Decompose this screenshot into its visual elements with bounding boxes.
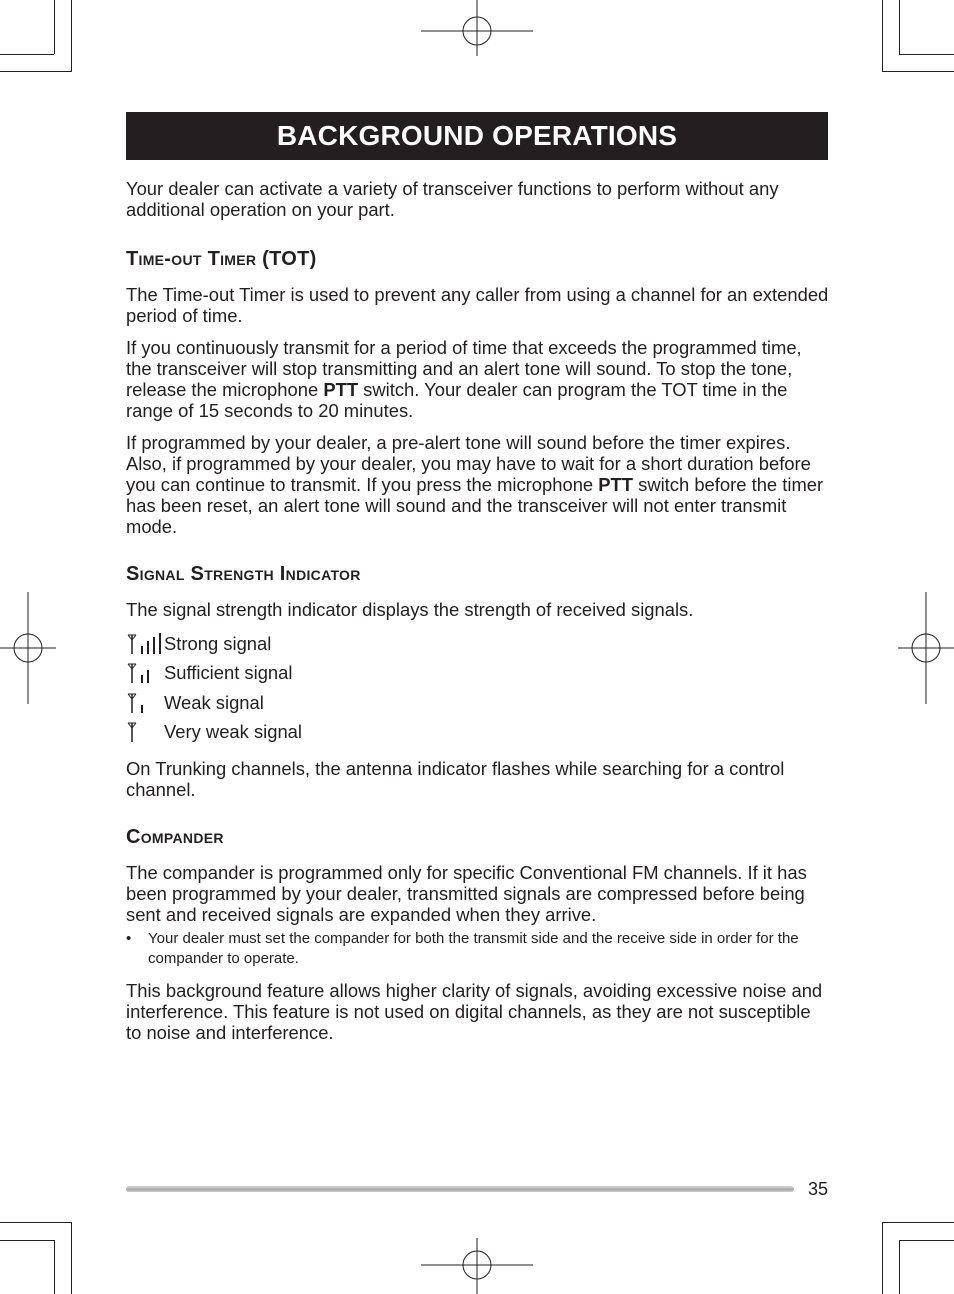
tot-paragraph: If programmed by your dealer, a pre-alert tone will sound before the timer expires. Also, if programmed by your dealer, you may have to wait for a short duration before you can continue to transmit. If you press the microphone PTT switch before the timer has been reset, an alert tone will sound and the transceiver will not enter transmit mode. (126, 432, 824, 537)
signal-level-label: Strong signal (164, 632, 272, 654)
compander-note (126, 929, 830, 969)
crop-mark (882, 1222, 954, 1223)
page-content (126, 178, 830, 1043)
intro-paragraph: Your dealer can activate a variety of transceiver functions to perform without any additional operation on your part. (126, 178, 779, 220)
crop-mark (71, 0, 72, 72)
note-text: Your dealer must set the compander for both the transmit side and the receive side in order for the compander to operate. (148, 930, 799, 967)
crop-mark (0, 71, 72, 72)
signal-level-label: Sufficient signal (164, 662, 293, 684)
crop-mark (0, 1240, 54, 1241)
compander-paragraph: The compander is programmed only for specific Conventional FM channels. If it has been programmed by your dealer, transmitted signals are compressed before being sent and received signals are expanded when they arrive. (126, 862, 807, 925)
tot-paragraph: The Time-out Timer is used to prevent any caller from using a channel for an extended period of time. (126, 284, 829, 326)
registration-mark-icon (421, 0, 533, 60)
registration-mark-icon (0, 592, 56, 704)
signal-weak-icon (126, 691, 164, 715)
registration-mark-icon (898, 592, 954, 704)
registration-mark-icon (421, 1238, 533, 1294)
signal-level-item (126, 688, 830, 718)
signal-strong-icon (126, 632, 164, 656)
signal-level-label: Weak signal (164, 691, 264, 713)
crop-mark (899, 1240, 900, 1294)
crop-mark (899, 0, 900, 54)
signal-level-label: Very weak signal (164, 721, 303, 743)
signal-level-item (126, 629, 830, 659)
crop-mark (0, 54, 54, 55)
page-number: 35 (807, 1179, 828, 1199)
signal-level-list (126, 629, 830, 747)
crop-mark (882, 0, 883, 72)
section-heading-tot: Time-out Timer (TOT) (126, 248, 317, 270)
signal-paragraph: The signal strength indicator displays the strength of received signals. (126, 599, 694, 620)
page-title: BACKGROUND OPERATIONS (126, 112, 828, 160)
crop-mark (54, 0, 55, 54)
signal-sufficient-icon (126, 661, 164, 685)
bullet-icon: • (126, 930, 132, 947)
footer-rule (126, 1186, 794, 1192)
section-heading-compander: Compander (126, 826, 224, 848)
crop-mark (71, 1222, 72, 1294)
signal-level-item (126, 659, 830, 689)
signal-paragraph: On Trunking channels, the antenna indicator flashes while searching for a control channel. (126, 758, 785, 800)
crop-mark (54, 1240, 55, 1294)
compander-paragraph: This background feature allows higher clarity of signals, avoiding excessive noise and interference. This feature is not used on digital channels, as they are not susceptible to noise and interference. (126, 980, 823, 1043)
crop-mark (899, 1240, 954, 1241)
crop-mark (882, 71, 954, 72)
section-heading-signal: Signal Strength Indicator (126, 563, 361, 585)
signal-level-item (126, 718, 830, 748)
signal-very-weak-icon (126, 720, 164, 744)
crop-mark (899, 54, 954, 55)
crop-mark (882, 1222, 883, 1294)
tot-paragraph: If you continuously transmit for a period of time that exceeds the programmed time, the transceiver will stop transmitting and an alert tone will sound. To stop the tone, release the microphone PTT switch. Your dealer can program the TOT time in the range of 15 seconds to 20 minutes. (126, 337, 802, 421)
crop-mark (0, 1222, 72, 1223)
